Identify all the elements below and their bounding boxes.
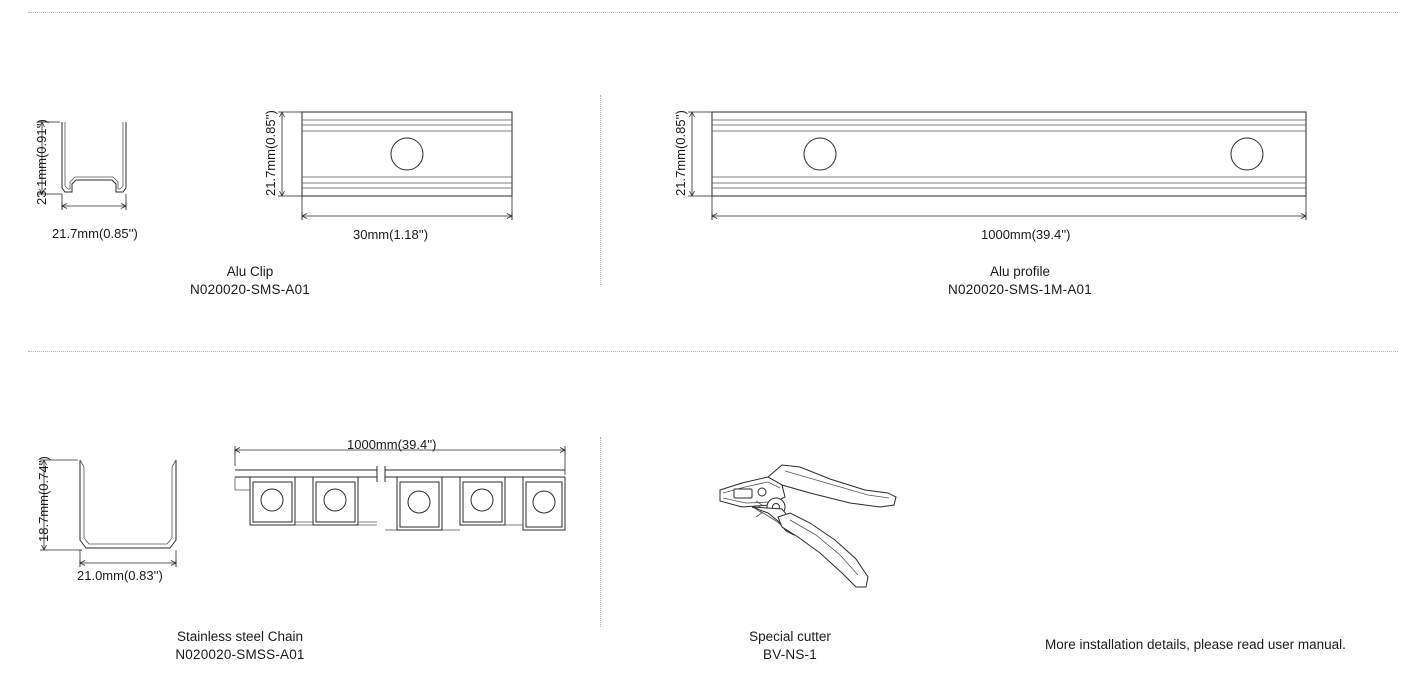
special-cutter-caption [690,628,890,664]
special-cutter-code: BV-NS-1 [763,647,817,662]
alu-profile-height-label: 21.7mm(0.85'') [673,110,688,196]
alu-clip-code: N020020-SMS-A01 [189,282,311,297]
chain-title: Stainless steel Chain [176,629,304,644]
alu-clip-length-label: 30mm(1.18'') [353,227,429,242]
chain-length-label: 1000mm(39.4'') [347,437,437,452]
alu-profile-length-label: 1000mm(39.4'') [981,227,1071,242]
alu-clip-side-height-label: 21.7mm(0.85'') [263,110,278,196]
alu-clip-title: Alu Clip [226,264,274,279]
alu-clip-height-label: 23.1mm(0.91'') [34,119,49,205]
chain-caption [90,628,390,664]
chain-height-label: 18.7mm(0.74'') [36,456,51,542]
special-cutter-title: Special cutter [749,629,831,644]
special-cutter-illustration [690,435,950,615]
chain-code: N020020-SMSS-A01 [175,647,305,662]
installation-note: More installation details, please read user manual. [1045,637,1346,652]
chain-side-view [225,430,605,600]
chain-width-label: 21.0mm(0.83'') [77,568,163,583]
alu-clip-caption [110,263,390,299]
alu-clip-width-label: 21.7mm(0.85'') [52,226,138,241]
alu-profile-caption [890,263,1150,299]
divider-middle [28,351,1398,352]
alu-profile-code: N020020-SMS-1M-A01 [948,282,1092,297]
divider-vertical-top [600,95,601,285]
alu-profile-title: Alu profile [989,264,1051,279]
divider-top [28,12,1398,13]
